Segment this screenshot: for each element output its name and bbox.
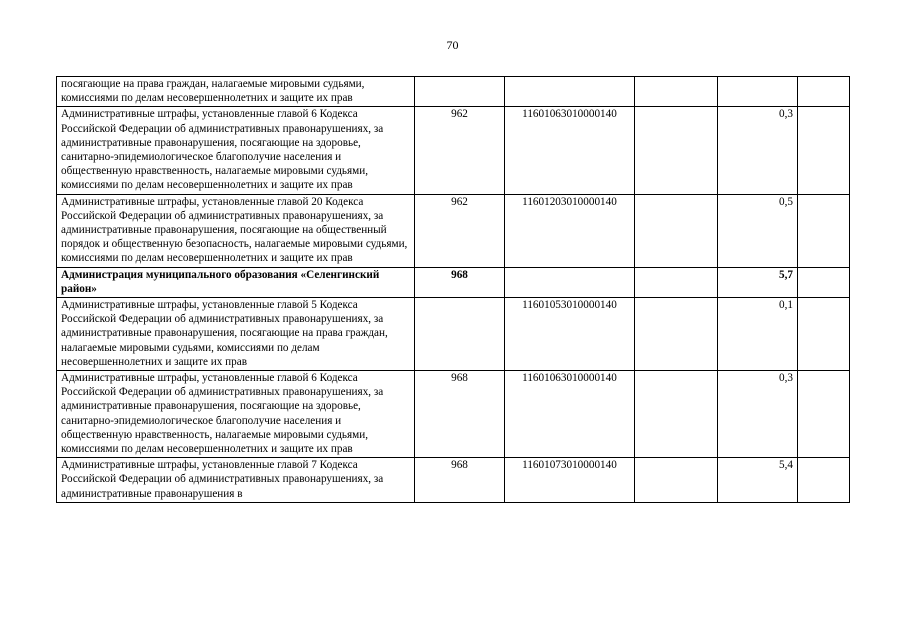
row-name-cell: Административные штрафы, установленные главой 20 Кодекса Российской Федерации об административных правонарушениях, за административные правонарушения, посягающие на общественный порядок и общественную безопасность, налагаемые мировыми судьями, комиссиями по делам несовершеннолетних и защите их прав bbox=[57, 194, 415, 267]
row-empty-cell bbox=[798, 267, 850, 297]
row-budget-code-cell: 11601063010000140 bbox=[505, 107, 635, 194]
row-admin-code-cell bbox=[415, 77, 505, 107]
row-empty-cell bbox=[635, 194, 718, 267]
row-value-cell: 5,4 bbox=[718, 458, 798, 503]
row-value-cell: 0,3 bbox=[718, 371, 798, 458]
row-budget-code-cell: 11601073010000140 bbox=[505, 458, 635, 503]
row-budget-code-cell: 11601203010000140 bbox=[505, 194, 635, 267]
table-row bbox=[57, 458, 850, 503]
row-name-cell: Администрация муниципального образования «Селенгинский район» bbox=[57, 267, 415, 297]
row-name-cell: посягающие на права граждан, налагаемые мировыми судьями, комиссиями по делам несовершеннолетних и защите их прав bbox=[57, 77, 415, 107]
row-name-cell: Административные штрафы, установленные главой 6 Кодекса Российской Федерации об административных правонарушениях, за административные правонарушения, посягающие на здоровье, санитарно-эпидемиологическое благополучие населения и общественную нравственность, налагаемые мировыми судьями, комиссиями по делам несовершеннолетних и защите их прав bbox=[57, 371, 415, 458]
row-value-cell bbox=[718, 77, 798, 107]
row-name-cell: Административные штрафы, установленные главой 5 Кодекса Российской Федерации об административных правонарушениях, за административные правонарушения, посягающие на права граждан, налагаемые мировыми судьями, комиссиями по делам несовершеннолетних и защите их прав bbox=[57, 298, 415, 371]
row-empty-cell bbox=[635, 458, 718, 503]
row-empty-cell bbox=[635, 77, 718, 107]
row-budget-code-cell: 11601063010000140 bbox=[505, 371, 635, 458]
page-number: 70 bbox=[446, 38, 459, 52]
row-empty-cell bbox=[635, 298, 718, 371]
table-row bbox=[57, 371, 850, 458]
row-value-cell: 5,7 bbox=[718, 267, 798, 297]
row-empty-cell bbox=[798, 194, 850, 267]
row-empty-cell bbox=[798, 107, 850, 194]
row-admin-code-cell: 968 bbox=[415, 458, 505, 503]
row-admin-code-cell bbox=[415, 298, 505, 371]
row-name-cell: Административные штрафы, установленные главой 6 Кодекса Российской Федерации об административных правонарушениях, за административные правонарушения, посягающие на здоровье, санитарно-эпидемиологическое благополучие населения и общественную нравственность, налагаемые мировыми судьями, комиссиями по делам несовершеннолетних и защите их прав bbox=[57, 107, 415, 194]
row-value-cell: 0,1 bbox=[718, 298, 798, 371]
row-value-cell: 0,3 bbox=[718, 107, 798, 194]
table-row bbox=[57, 77, 850, 107]
row-budget-code-cell: 11601053010000140 bbox=[505, 298, 635, 371]
row-empty-cell bbox=[798, 458, 850, 503]
row-empty-cell bbox=[798, 371, 850, 458]
row-empty-cell bbox=[798, 77, 850, 107]
row-admin-code-cell: 962 bbox=[415, 107, 505, 194]
table-row-header-organization bbox=[57, 267, 850, 297]
row-empty-cell bbox=[798, 298, 850, 371]
row-budget-code-cell bbox=[505, 77, 635, 107]
row-budget-code-cell bbox=[505, 267, 635, 297]
table-row bbox=[57, 107, 850, 194]
row-empty-cell bbox=[635, 107, 718, 194]
row-name-cell: Административные штрафы, установленные главой 7 Кодекса Российской Федерации об административных правонарушениях, за административные правонарушения в bbox=[57, 458, 415, 503]
table-row bbox=[57, 298, 850, 371]
row-admin-code-cell: 968 bbox=[415, 267, 505, 297]
row-admin-code-cell: 968 bbox=[415, 371, 505, 458]
row-admin-code-cell: 962 bbox=[415, 194, 505, 267]
row-empty-cell bbox=[635, 267, 718, 297]
budget-revenue-table bbox=[56, 76, 850, 503]
row-value-cell: 0,5 bbox=[718, 194, 798, 267]
row-empty-cell bbox=[635, 371, 718, 458]
table-row bbox=[57, 194, 850, 267]
